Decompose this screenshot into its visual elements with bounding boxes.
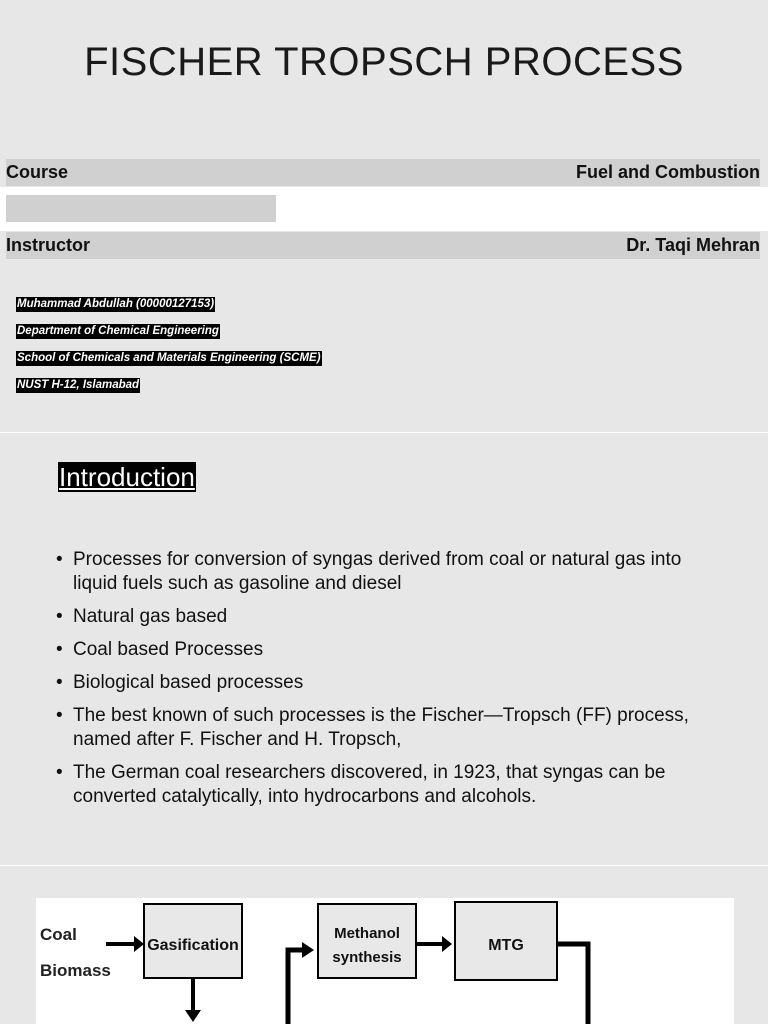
list-item: • Natural gas based: [56, 606, 228, 627]
list-item: • The German coal researchers discovered, in 1923, that syngas can be converted catalytically, into hydrocarbons and alcohols.: [56, 762, 666, 807]
methanol-label-line2: synthesis: [332, 949, 402, 966]
instructor-row: [6, 232, 760, 259]
author-school: School of Chemicals and Materials Engineering (SCME): [17, 352, 321, 364]
process-flow-diagram: [36, 898, 734, 1024]
section-heading: Introduction: [59, 462, 195, 492]
list-item: • Biological based processes: [56, 672, 304, 693]
bullet-icon: •: [56, 762, 63, 783]
mtg-label: MTG: [488, 937, 524, 954]
course-label: Course: [6, 162, 69, 182]
author-name: Muhammad Abdullah (00000127153): [17, 298, 215, 310]
author-department: Department of Chemical Engineering: [17, 325, 219, 337]
input-biomass: Biomass: [40, 961, 111, 980]
bullet-icon: •: [56, 606, 63, 627]
course-row: [6, 159, 760, 186]
blank-cell: [6, 195, 276, 222]
author-location: NUST H-12, Islamabad: [17, 379, 140, 391]
bullet-list: [56, 548, 716, 818]
instructor-value: Dr. Taqi Mehran: [626, 235, 760, 255]
bullet-icon: •: [56, 705, 63, 726]
bullet-icon: •: [56, 639, 63, 660]
input-coal: Coal: [40, 925, 77, 944]
gasification-label: Gasification: [147, 937, 239, 954]
list-item: • Coal based Processes: [56, 639, 264, 660]
methanol-label-line1: Methanol: [334, 925, 400, 942]
list-item: • Processes for conversion of syngas derived from coal or natural gas into liquid fuels such as gasoline and diesel: [56, 549, 682, 594]
course-value: Fuel and Combustion: [576, 162, 760, 182]
bullet-icon: •: [56, 549, 63, 570]
process-diagram-slide: [0, 866, 768, 1024]
list-item: • The best known of such processes is the Fischer—Tropsch (FF) process, named after F. Fischer and H. Tropsch,: [56, 705, 689, 750]
bullet-icon: •: [56, 672, 63, 693]
title-slide: [0, 0, 768, 432]
slide-title: FISCHER TROPSCH PROCESS: [84, 40, 684, 84]
instructor-label: Instructor: [6, 235, 91, 255]
